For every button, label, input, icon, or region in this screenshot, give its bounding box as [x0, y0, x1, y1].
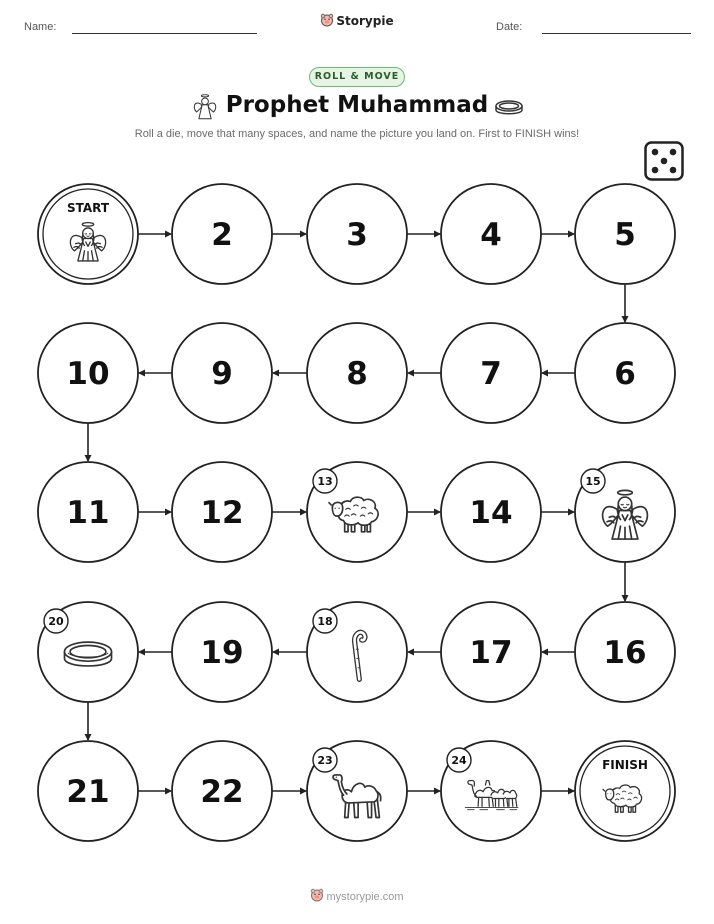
board-space-14[interactable]	[441, 462, 541, 562]
board-space-15[interactable]	[575, 462, 675, 562]
board-space-19[interactable]	[172, 602, 272, 702]
board-space-6[interactable]	[575, 323, 675, 423]
space-number-badge: 13	[317, 475, 333, 488]
board-space-24[interactable]	[441, 741, 541, 841]
space-number: 2	[211, 217, 233, 253]
space-number: 19	[200, 635, 244, 671]
space-number-badge: 23	[317, 754, 333, 767]
space-number-badge: 15	[585, 475, 601, 488]
board-space-20[interactable]	[38, 602, 138, 702]
board-space-22[interactable]	[172, 741, 272, 841]
name-label: Name:	[24, 21, 57, 33]
board-space-3[interactable]	[307, 184, 407, 284]
space-number: 6	[614, 356, 636, 392]
space-number: 16	[603, 635, 647, 671]
pig-icon	[310, 888, 324, 902]
finish-space[interactable]	[575, 741, 675, 841]
board-space-23[interactable]	[307, 741, 407, 841]
board-space-11[interactable]	[38, 462, 138, 562]
space-number-badge: 18	[317, 615, 333, 628]
board-space-10[interactable]	[38, 323, 138, 423]
space-number: 22	[200, 774, 244, 810]
activity-badge: ROLL & MOVE	[309, 67, 405, 87]
board-space-12[interactable]	[172, 462, 272, 562]
board-space-9[interactable]	[172, 323, 272, 423]
board-space-13[interactable]	[307, 462, 407, 562]
start-space[interactable]	[38, 184, 138, 284]
board-space-16[interactable]	[575, 602, 675, 702]
space-number: 7	[480, 356, 502, 392]
board-space-21[interactable]	[38, 741, 138, 841]
board-space-5[interactable]	[575, 184, 675, 284]
instructions: Roll a die, move that many spaces, and name the picture you land on. First to FINISH wins!	[134, 128, 580, 140]
board-space-8[interactable]	[307, 323, 407, 423]
brand-name: Storypie	[336, 14, 394, 28]
space-number: 9	[211, 356, 233, 392]
space-number: 14	[469, 495, 513, 531]
space-number: 11	[66, 495, 110, 531]
space-number: 17	[469, 635, 513, 671]
space-number: 12	[200, 495, 244, 531]
page-title: Prophet Muhammad	[225, 92, 489, 118]
footer-url: mystorypie.com	[326, 891, 404, 903]
space-number: 4	[480, 217, 502, 253]
board-space-7[interactable]	[441, 323, 541, 423]
ring-icon	[64, 642, 111, 666]
space-number-badge: 20	[48, 615, 64, 628]
date-label: Date:	[496, 21, 523, 33]
space-number: 5	[614, 217, 636, 253]
space-number: 8	[346, 356, 368, 392]
board-space-17[interactable]	[441, 602, 541, 702]
board-spaces	[38, 184, 675, 841]
finish-label: FINISH	[602, 758, 648, 772]
space-number: 10	[66, 356, 110, 392]
board-space-4[interactable]	[441, 184, 541, 284]
space-number: 21	[66, 774, 110, 810]
board-space-2[interactable]	[172, 184, 272, 284]
board-space-18[interactable]	[307, 602, 407, 702]
start-label: START	[66, 201, 110, 215]
space-number-badge: 24	[451, 754, 467, 767]
space-number: 3	[346, 217, 368, 253]
footer	[0, 888, 714, 903]
